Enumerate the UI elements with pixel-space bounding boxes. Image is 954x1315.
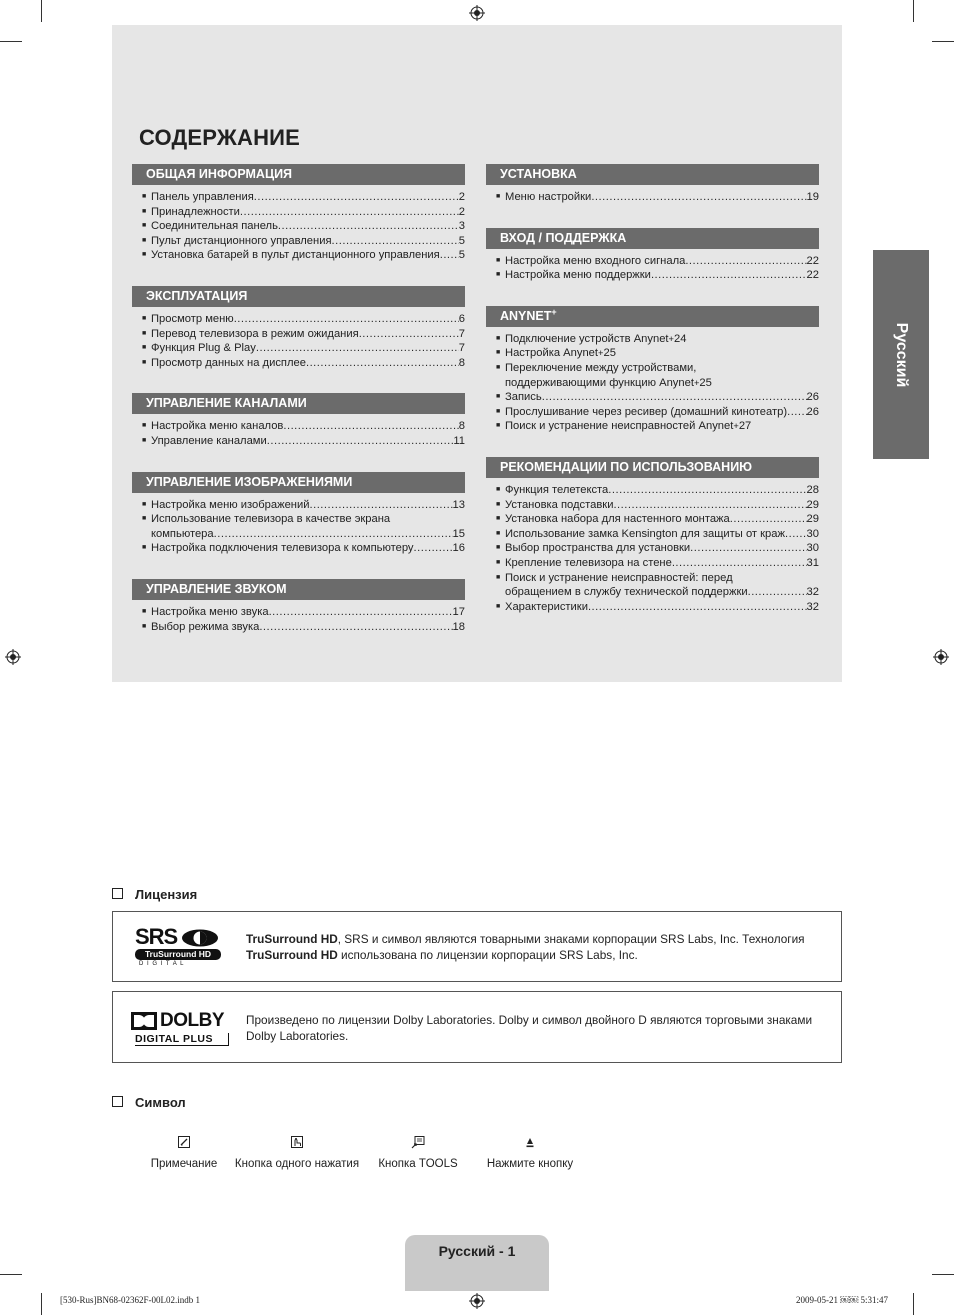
- toc-page-number: 17: [452, 605, 465, 618]
- toc-item[interactable]: [142, 541, 465, 556]
- toc-item[interactable]: [142, 512, 465, 541]
- toc-page-number: 29: [806, 513, 819, 526]
- symbol-heading: Символ: [112, 1095, 186, 1110]
- toc-item[interactable]: [142, 419, 465, 434]
- toc-item-title: ■ Выбор режима звука: [151, 620, 260, 633]
- toc-item-title: ■ Запись: [505, 391, 542, 404]
- toc-page-number: 30: [806, 542, 819, 555]
- toc-item[interactable]: [142, 356, 465, 371]
- toc-item-title: ■ Настройка меню каналов: [151, 420, 284, 433]
- toc-leader-dots: [234, 312, 459, 327]
- toc-item[interactable]: [496, 483, 819, 498]
- srs-logo: [135, 926, 223, 970]
- toc-page-number: 29: [806, 498, 819, 511]
- one-touch-icon: [290, 1135, 304, 1149]
- toc-item[interactable]: [142, 234, 465, 249]
- toc-item[interactable]: [496, 190, 819, 205]
- crop-mark: [41, 0, 42, 22]
- toc-leader-dots: [332, 234, 459, 249]
- toc-item-title: ■ Принадлежности: [151, 205, 240, 218]
- toc-page-number: 16: [452, 542, 465, 555]
- toc-item-title: ■ Установка батарей в пульт дистанционного управления: [151, 249, 440, 262]
- toc-leader-dots: [259, 620, 452, 635]
- registration-mark-icon: [5, 649, 21, 665]
- toc-item-title: ■ Перевод телевизора в режим ожидания: [151, 327, 359, 340]
- crop-mark: [41, 1293, 42, 1315]
- toc-section: [132, 393, 465, 448]
- toc-item-title: ■ Соединительная панель: [151, 220, 278, 233]
- toc-page-number: 2: [458, 191, 465, 203]
- toc-item[interactable]: [142, 620, 465, 635]
- toc-item-title-cont: обращением в службу технической поддержки: [505, 586, 748, 599]
- toc-leader-dots: [440, 248, 459, 263]
- toc-item-list: [132, 190, 465, 263]
- toc-leader-dots: [613, 498, 806, 513]
- toc-item[interactable]: [496, 498, 819, 513]
- toc-item-title: ■ Поиск и устранение неисправностей: перед: [505, 571, 733, 584]
- srs-license-box: [112, 911, 842, 982]
- toc-item-list: [132, 312, 465, 370]
- toc-item-title: ■ Установка набора для настенного монтажа: [505, 513, 730, 526]
- crop-mark: [932, 1274, 954, 1275]
- toc-item-title: ■ Переключение между устройствами,: [505, 361, 697, 374]
- toc-page-number: 28: [806, 483, 819, 496]
- registration-mark-icon: [469, 1293, 485, 1309]
- toc-page-number: 3: [458, 220, 465, 233]
- toc-leader-dots: [414, 541, 453, 556]
- toc-item-title: ■ Установка подставки: [505, 498, 614, 511]
- symbol-note: Примечание: [148, 1135, 220, 1170]
- toc-page-number: 18: [452, 620, 465, 633]
- toc-leader-dots: [608, 483, 806, 498]
- note-icon: [177, 1135, 191, 1149]
- toc-section: [132, 164, 465, 263]
- toc-leader-dots: [785, 527, 807, 542]
- toc-item[interactable]: [496, 527, 819, 542]
- toc-page-number: 26: [806, 405, 819, 418]
- toc-page-number: 6: [458, 312, 465, 325]
- toc-item-title: ■ Характеристики: [505, 600, 588, 613]
- toc-item[interactable]: ■ Настройка Anynet + 25: [496, 346, 819, 361]
- toc-page-number: 31: [806, 556, 819, 569]
- toc-page-number: 5: [458, 249, 465, 262]
- toc-leader-dots: [672, 556, 807, 571]
- toc-item-title: ■ Меню настройки: [505, 191, 592, 203]
- symbol-one-touch: Кнопка одного нажатия: [234, 1135, 360, 1170]
- toc-section: [132, 286, 465, 370]
- toc-page-number: 13: [452, 498, 465, 511]
- toc-item[interactable]: [142, 205, 465, 220]
- toc-section-header: РЕКОМЕНДАЦИИ ПО ИСПОЛЬЗОВАНИЮ: [486, 457, 819, 478]
- toc-section-header: УСТАНОВКА: [486, 164, 819, 185]
- press-button-icon: [523, 1135, 537, 1149]
- toc-section-header: УПРАВЛЕНИЕ ЗВУКОМ: [132, 579, 465, 600]
- toc-leader-dots: [748, 585, 807, 600]
- toc-item-title: ■ Функция телетекста: [505, 483, 609, 496]
- toc-section: [132, 472, 465, 556]
- toc-item-title: ■ Настройка подключения телевизора к компьютеру: [151, 542, 414, 555]
- dolby-license-box: [112, 991, 842, 1063]
- crop-mark: [0, 41, 22, 42]
- toc-item[interactable]: [142, 327, 465, 342]
- toc-item-title: ■ Функция Plug & Play: [151, 342, 256, 355]
- toc-leader-dots: [690, 541, 806, 556]
- toc-page-number: 32: [806, 586, 819, 599]
- toc-right-column: [486, 164, 819, 637]
- toc-item[interactable]: [496, 541, 819, 556]
- toc-item[interactable]: [142, 434, 465, 449]
- toc-item-title: ■ Настройка меню входного сигнала: [505, 254, 686, 267]
- toc-item[interactable]: ■ Подключение устройств Anynet + 24: [496, 332, 819, 347]
- toc-left-column: [132, 164, 465, 657]
- toc-item-list: [486, 190, 819, 205]
- toc-page-number: 7: [458, 342, 465, 355]
- srs-license-text: TruSurround HD, SRS и символ являются товарными знаками корпорации SRS Labs, Inc. Технология TruSurround HD использована по лицензии корпорации SRS Labs, Inc.: [246, 932, 805, 962]
- toc-leader-dots: [254, 190, 459, 205]
- toc-item-title: ■ Крепление телевизора на стене: [505, 556, 672, 569]
- toc-leader-dots: [787, 405, 806, 420]
- toc-item-title: ■ Выбор пространства для установки: [505, 542, 691, 555]
- toc-item[interactable]: [142, 248, 465, 263]
- toc-page-number: 11: [453, 434, 465, 447]
- toc-item-title: ■ Настройка меню звука: [151, 605, 269, 618]
- language-tab[interactable]: [873, 250, 929, 459]
- toc-section-header: ВХОД / ПОДДЕРЖКА: [486, 228, 819, 249]
- toc-section-header: УПРАВЛЕНИЕ КАНАЛАМИ: [132, 393, 465, 414]
- page-number: Русский - 1: [438, 1243, 516, 1259]
- registration-mark-icon: [469, 5, 485, 21]
- crop-mark: [913, 0, 914, 22]
- toc-leader-dots: [542, 390, 807, 405]
- toc-item-list: [486, 254, 819, 283]
- srs-logo-digital: D I G I T A L: [139, 961, 185, 967]
- toc-item[interactable]: [496, 390, 819, 405]
- toc-leader-dots: [309, 498, 452, 513]
- dolby-license-text: Произведено по лицензии Dolby Laboratories. Dolby и символ двойного D являются торговыми знаками Dolby Laboratories.: [246, 1013, 813, 1043]
- toc-item[interactable]: [496, 405, 819, 420]
- toc-item-title: ■ Просмотр данных на дисплее: [151, 356, 306, 369]
- toc-page-number: 32: [806, 600, 819, 613]
- dolby-double-d-icon: [131, 1012, 157, 1030]
- toc-page-number: 15: [452, 527, 465, 540]
- toc-leader-dots: [730, 512, 807, 527]
- page-number-tab: [405, 1235, 549, 1291]
- toc-leader-dots: [256, 341, 459, 356]
- toc-leader-dots: [240, 205, 459, 220]
- srs-circle-icon: [181, 929, 219, 947]
- license-heading: Лицензия: [112, 887, 197, 902]
- toc-leader-dots: [359, 327, 459, 342]
- dolby-logo: [131, 1010, 231, 1046]
- toc-item-list: [486, 483, 819, 614]
- toc-item[interactable]: [496, 571, 819, 600]
- crop-mark: [913, 1293, 914, 1315]
- toc-section: [486, 306, 819, 434]
- srs-logo-sub: TruSurround HD: [135, 949, 221, 960]
- registration-mark-icon: [933, 649, 949, 665]
- toc-section: [486, 457, 819, 614]
- toc-leader-dots: [214, 527, 453, 542]
- toc-leader-dots: [283, 419, 458, 434]
- toc-leader-dots: [306, 356, 459, 371]
- toc-item[interactable]: [142, 498, 465, 513]
- toc-leader-dots: [269, 605, 453, 620]
- toc-item[interactable]: ■ Поиск и устранение неисправностей Anynet + 27: [496, 419, 819, 434]
- toc-leader-dots: [651, 268, 807, 283]
- checkbox-bullet-icon: [112, 888, 123, 899]
- toc-item-title: ■ Панель управления: [151, 191, 254, 203]
- toc-page-number: 30: [806, 527, 819, 540]
- toc-page-number: 7: [458, 327, 465, 340]
- toc-item[interactable]: [496, 556, 819, 571]
- toc-item-title: ■ Пульт дистанционного управления: [151, 234, 332, 247]
- language-tab-label: Русский: [893, 322, 910, 387]
- toc-item-title-cont: компьютера: [151, 527, 214, 540]
- toc-item-title: ■ Использование замка Kensington для защиты от краж: [505, 527, 785, 540]
- toc-item[interactable]: [142, 341, 465, 356]
- toc-section-header: ОБЩАЯ ИНФОРМАЦИЯ: [132, 164, 465, 185]
- tools-icon: [411, 1135, 425, 1149]
- toc-page-number: 22: [806, 254, 819, 267]
- crop-mark: [932, 41, 954, 42]
- dolby-logo-sub: DIGITAL PLUS: [135, 1033, 229, 1046]
- srs-logo-word: SRS: [135, 924, 178, 949]
- page-title: СОДЕРЖАНИЕ: [139, 125, 301, 150]
- toc-leader-dots: [685, 254, 806, 269]
- toc-section-header: ЭКСПЛУАТАЦИЯ: [132, 286, 465, 307]
- toc-item[interactable]: [142, 312, 465, 327]
- toc-section: [486, 164, 819, 205]
- toc-item[interactable]: [496, 600, 819, 615]
- symbol-press-button: Нажмите кнопку: [484, 1135, 576, 1170]
- toc-leader-dots: [278, 219, 459, 234]
- toc-item[interactable]: [142, 219, 465, 234]
- toc-item[interactable]: [142, 605, 465, 620]
- toc-page-number: 8: [458, 420, 465, 433]
- toc-section: [486, 228, 819, 283]
- toc-page-number: 19: [806, 191, 819, 203]
- symbol-tools: Кнопка TOOLS: [374, 1135, 462, 1170]
- toc-leader-dots: [588, 600, 807, 615]
- toc-page-number: 8: [458, 356, 465, 369]
- dolby-logo-word: DOLBY: [160, 1010, 224, 1031]
- toc-leader-dots: [591, 190, 806, 205]
- toc-page-number: 5: [458, 234, 465, 247]
- crop-mark: [0, 1274, 22, 1275]
- toc-page-number: 22: [806, 269, 819, 282]
- toc-section-header: УПРАВЛЕНИЕ ИЗОБРАЖЕНИЯМИ: [132, 472, 465, 493]
- toc-item[interactable]: [496, 254, 819, 269]
- toc-item[interactable]: [496, 512, 819, 527]
- toc-item[interactable]: [142, 190, 465, 205]
- toc-item-list: [132, 605, 465, 634]
- print-info-date: 2009-05-21 ￼￼ 5:31:47: [796, 1295, 888, 1305]
- toc-section-header: ANYNET+: [486, 306, 819, 327]
- toc-item[interactable]: [496, 268, 819, 283]
- toc-item-title: ■ Просмотр меню: [151, 312, 234, 325]
- toc-item-title: ■ Прослушивание через ресивер (домашний кинотеатр): [505, 405, 788, 418]
- toc-page-number: 26: [806, 391, 819, 404]
- toc-item-title: ■ Управление каналами: [151, 434, 267, 447]
- checkbox-bullet-icon: [112, 1096, 123, 1107]
- print-info-file: [530-Rus]BN68-02362F-00L02.indb 1: [60, 1295, 200, 1305]
- toc-section: [132, 579, 465, 634]
- toc-item-list: [486, 332, 819, 434]
- toc-item-title: ■ Настройка меню поддержки: [505, 269, 651, 282]
- toc-item-title: ■ Настройка меню изображений: [151, 498, 310, 511]
- toc-item[interactable]: ■ Переключение между устройствами, поддерживающими функцию Anynet + 25: [496, 361, 819, 390]
- toc-page-number: 2: [458, 205, 465, 218]
- toc-item-list: [132, 498, 465, 556]
- toc-item-list: [132, 419, 465, 448]
- toc-leader-dots: [267, 434, 454, 449]
- toc-item-title: ■ Использование телевизора в качестве экрана: [151, 513, 391, 526]
